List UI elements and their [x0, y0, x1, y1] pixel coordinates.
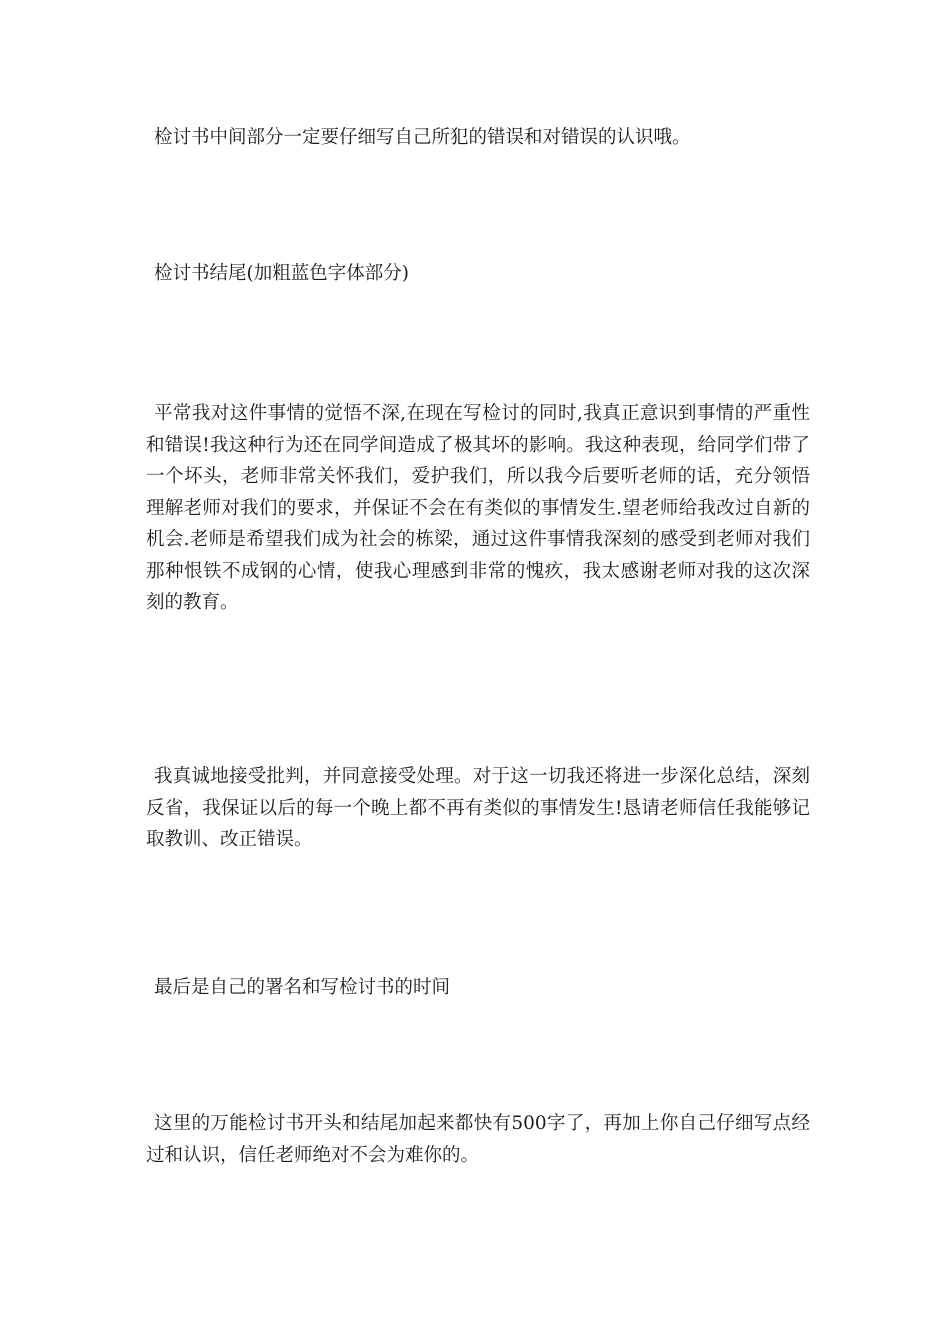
paragraph-middle-section-note: 检讨书中间部分一定要仔细写自己所犯的错误和对错误的认识哦。	[154, 127, 691, 148]
paragraph-reflection: 平常我对这件事情的觉悟不深,在现在写检讨的同时,我真正意识到事情的严重性和错误!我这种行为还在同学间造成了极其坏的影响。我这种表现，给同学们带了一个坏头，老师非常关怀我们，爱护我们，所以我今后要听老师的话，充分领悟理解老师对我们的要求，并保证不会在有类似的事情发生.望老师给我改过自新的机会.老师是希望我们成为社会的栋梁，通过这件事情我深刻的感受到老师对我们那种恨铁不成钢的心情，使我心理感到非常的愧疚，我太感谢老师对我的这次深刻的教育。	[146, 403, 810, 613]
paragraph-closing-note: 这里的万能检讨书开头和结尾加起来都快有500字了，再加上你自己仔细写点经过和认识，信任老师绝对不会为难你的。	[146, 1113, 810, 1166]
paragraph-signature-note: 最后是自己的署名和写检讨书的时间	[154, 977, 451, 998]
paragraph-acceptance: 我真诚地接受批判，并同意接受处理。对于这一切我还将进一步深化总结，深刻反省，我保证以后的每一个晚上都不再有类似的事情发生!恳请老师信任我能够记取教训、改正错误。	[146, 766, 811, 850]
paragraph-ending-heading: 检讨书结尾(加粗蓝色字体部分)	[154, 263, 409, 284]
